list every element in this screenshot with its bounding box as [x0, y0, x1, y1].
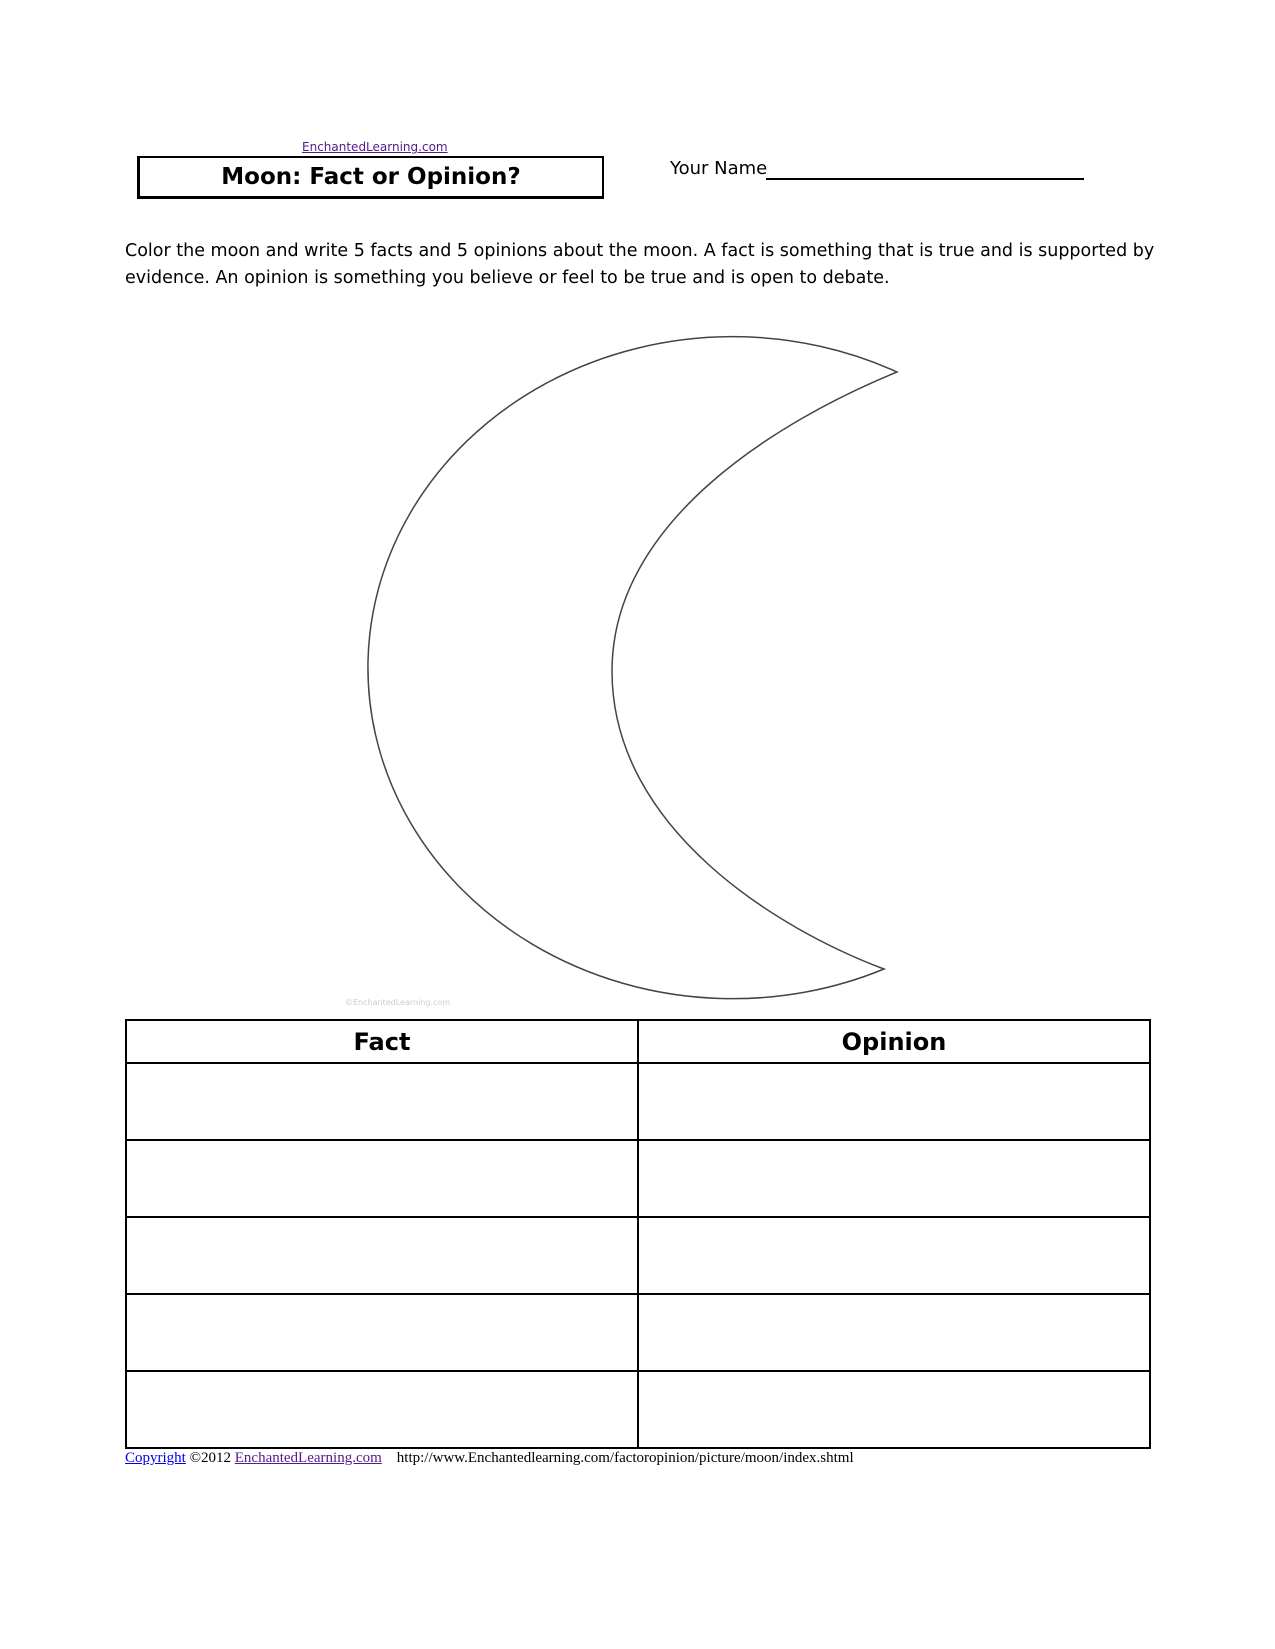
fact-cell[interactable] [126, 1140, 638, 1217]
footer [125, 1450, 854, 1467]
opinion-header: Opinion [638, 1020, 1150, 1063]
footer-url: http://www.Enchantedlearning.com/factoropinion/picture/moon/index.shtml [396, 1450, 854, 1466]
fact-cell[interactable] [126, 1217, 638, 1294]
fact-cell[interactable] [126, 1063, 638, 1140]
instructions: Color the moon and write 5 facts and 5 opinions about the moon. A fact is something that is true and is supported by evidence. An opinion is something you believe or feel to be true and is open to debate. [125, 241, 1155, 288]
table-row [126, 1217, 1150, 1294]
page-title: Moon: Fact or Opinion? [137, 156, 604, 199]
table-row [126, 1063, 1150, 1140]
name-label: Your Name [670, 158, 768, 179]
opinion-cell[interactable] [638, 1294, 1150, 1371]
fact-opinion-table [125, 1019, 1151, 1449]
opinion-cell[interactable] [638, 1063, 1150, 1140]
site-link[interactable]: EnchantedLearning.com [302, 140, 448, 154]
opinion-cell[interactable] [638, 1217, 1150, 1294]
table-row [126, 1371, 1150, 1448]
watermark: ©EnchantedLearning.com [345, 998, 451, 1007]
fact-cell[interactable] [126, 1371, 638, 1448]
table-row [126, 1140, 1150, 1217]
copyright-link[interactable]: Copyright [125, 1450, 186, 1466]
opinion-cell[interactable] [638, 1371, 1150, 1448]
moon-crescent-shape [368, 337, 897, 999]
copyright-year: ©2012 [189, 1450, 231, 1466]
fact-header: Fact [126, 1020, 638, 1063]
fact-cell[interactable] [126, 1294, 638, 1371]
table-row [126, 1294, 1150, 1371]
footer-site-link[interactable]: EnchantedLearning.com [234, 1450, 382, 1466]
opinion-cell[interactable] [638, 1140, 1150, 1217]
